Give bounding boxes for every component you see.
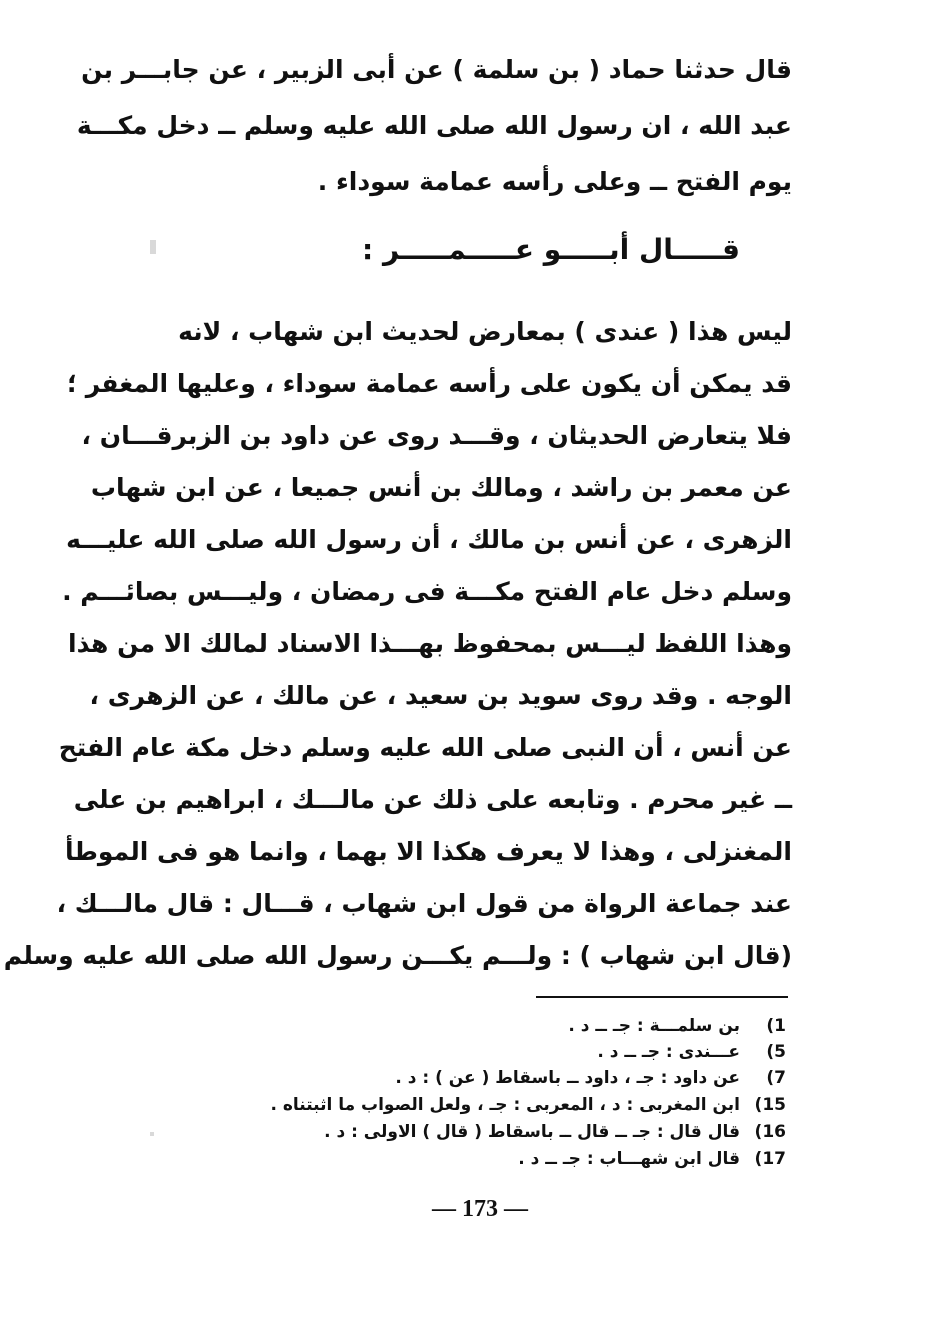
footnote-text: عن داود : جـ ، داود ــ باسقاط ( عن ) : د .: [395, 1068, 740, 1088]
footnote-text: قال ابن شهـــاب : جـ ــ د .: [518, 1149, 740, 1169]
footnote-item: [170, 1147, 786, 1171]
page-number: — 173 —: [432, 1196, 528, 1222]
text-line: المغنزلى ، وهذا لا يعرف هكذا الا بهما ، وانما هو فى الموطأ: [64, 837, 792, 866]
text-line: وسلم دخل عام الفتح مكـــة فى رمضان ، وليـــس بصائـــم .: [62, 577, 792, 606]
text-line: عن أنس ، أن النبى صلى الله عليه وسلم دخل مكة عام الفتح: [58, 733, 792, 762]
text-line: قد يمكن أن يكون على رأسه عمامة سوداء ، وعليها المغفر ؛: [67, 369, 792, 398]
footnote-text: قال قال : جـ ــ قال ــ باسقاط ( قال ) الاولى : د .: [324, 1122, 740, 1142]
scan-speck: [150, 240, 156, 254]
footnote-text: عـــندى : جـ ــ د .: [597, 1042, 740, 1062]
footnote-number: 7): [766, 1068, 786, 1088]
text-line: يوم الفتح ــ وعلى رأسه عمامة سوداء .: [317, 167, 792, 196]
footnote-item: [170, 1093, 786, 1117]
footnote-item: [170, 1040, 786, 1064]
text-line: ليس هذا ( عندى ) بمعارض لحديث ابن شهاب ، لانه: [178, 317, 792, 346]
footnote-item: [170, 1120, 786, 1144]
footnote-number: 15): [754, 1095, 786, 1115]
text-line: قال حدثنا حماد ( بن سلمة ) عن أبى الزبير ، عن جابـــر بن: [81, 55, 792, 84]
footnote-number: 16): [754, 1122, 786, 1142]
text-line: عبد الله ، ان رسول الله صلى الله عليه وسلم ــ دخل مكـــة: [76, 111, 792, 140]
footnote-number: 1): [766, 1016, 786, 1036]
text-line: عن معمر بن راشد ، ومالك بن أنس جميعا ، عن ابن شهاب: [90, 473, 792, 502]
footnote-text: بن سلمـــة : جـ ــ د .: [568, 1016, 740, 1036]
section-heading: قـــــال أبـــــو عـــــمـــــر :: [362, 233, 740, 266]
text-line: (قال ابن شهاب ) : ولـــم يكـــن رسول الله صلى الله عليه وسلم: [3, 941, 792, 970]
text-line: الزهرى ، عن أنس بن مالك ، أن رسول الله صلى الله عليـــه: [66, 525, 792, 554]
footnote-number: 5): [766, 1042, 786, 1062]
text-line: الوجه . وقد روى سويد بن سعيد ، عن مالك ، عن الزهرى ،: [89, 681, 792, 710]
footnote-number: 17): [754, 1149, 786, 1169]
footnote-item: [170, 1014, 786, 1038]
footnote-text: ابن المغربى : د ، المعربى : جـ ، ولعل الصواب ما اثبتناه .: [270, 1095, 740, 1115]
text-line: وهذا اللفظ ليـــس بمحفوظ بهـــذا الاسناد لمالك الا من هذا: [68, 629, 792, 658]
footnote-item: [170, 1066, 786, 1090]
scan-speck: [150, 1132, 154, 1136]
text-line: فلا يتعارض الحديثان ، وقـــد روى عن داود بن الزبرقـــان ،: [81, 421, 792, 450]
footnote-divider: [536, 996, 788, 998]
text-line: ــ غير محرم . وتابعه على ذلك عن مالـــك ، ابراهيم بن على: [73, 785, 792, 814]
text-line: عند جماعة الرواة من قول ابن شهاب ، قـــال : قال مالـــك ،: [56, 889, 792, 918]
